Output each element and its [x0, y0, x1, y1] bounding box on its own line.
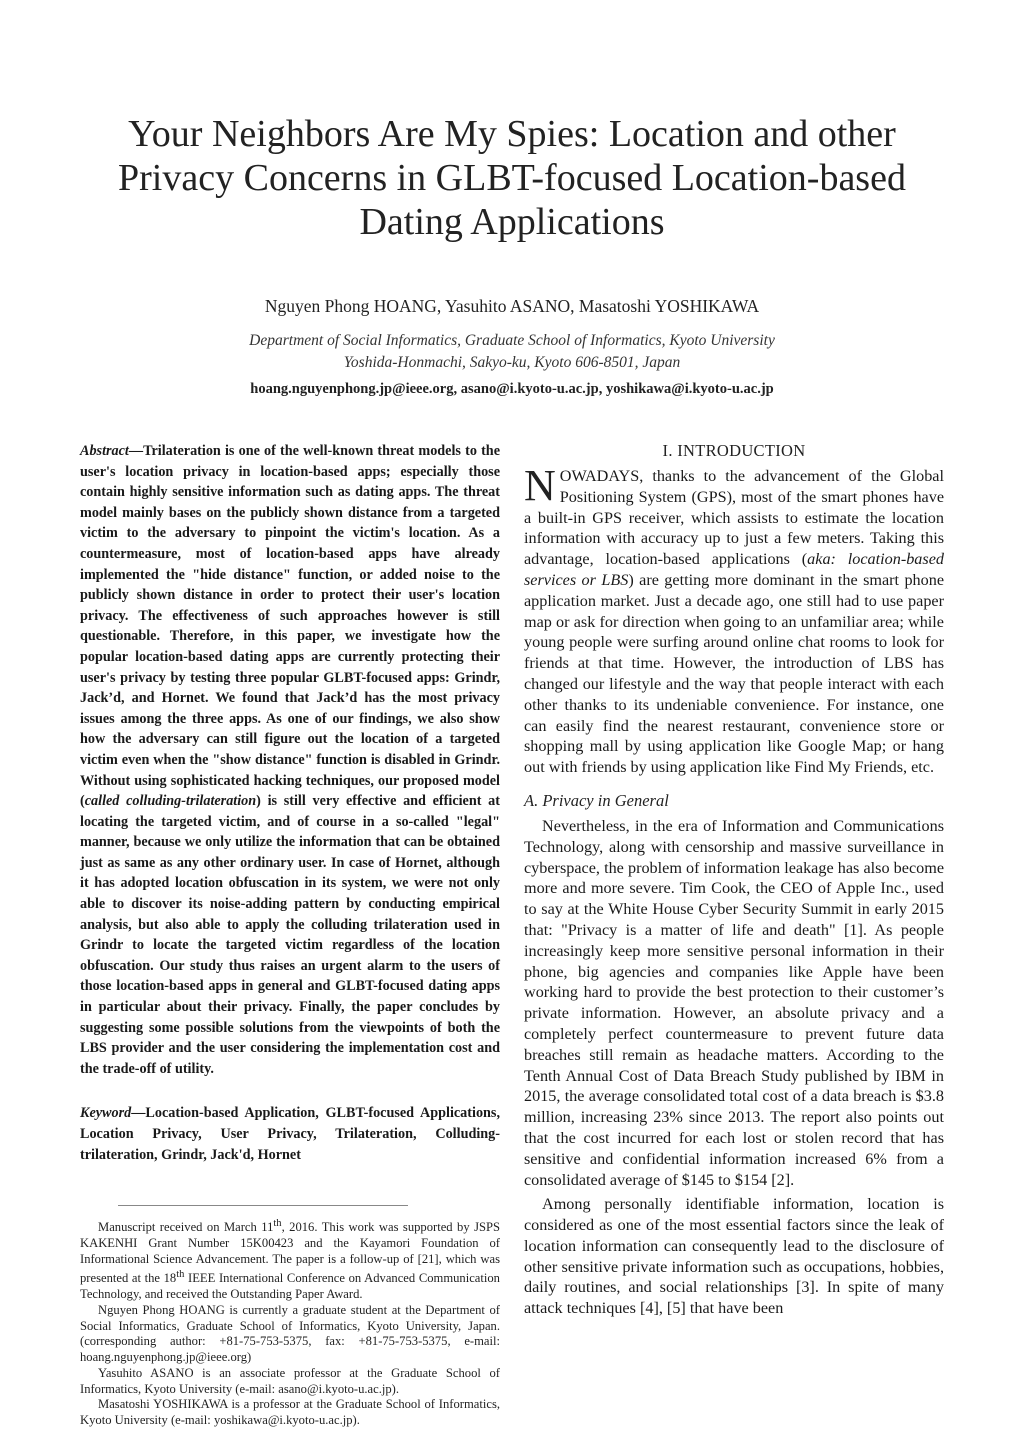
footnote-manuscript-a: Manuscript received on March 11	[98, 1220, 274, 1235]
drop-cap: N	[524, 461, 556, 510]
affiliation-address: Yoshida-Honmachi, Sakyo-ku, Kyoto 606-8501, Japan	[343, 354, 681, 371]
footnote-author-1: Nguyen Phong HOANG is currently a graduate student at the Department of Social Informatics, Graduate School of Informatics, Kyoto University, Japan. (corresponding author: +81-75-753-5375, fax: +81-75-753-5375, e-mail: hoang.nguyenphong.jp@ieee.org)	[80, 1303, 500, 1365]
footnote-author-3: Masatoshi YOSHIKAWA is a professor at the Graduate School of Informatics, Kyoto University (e-mail: yoshikawa@i.kyoto-u.ac.jp).	[80, 1397, 500, 1427]
abstract	[80, 441, 500, 1079]
affiliation	[100, 330, 924, 374]
abstract-text-part2: ) is still very effective and efficient at locating the targeted victim, and of course in a so-called "legal" manner, because we only utilize the information that can be obtained just as same as any other ordinary user. In case of Hornet, although it has adopted location obfuscation in its system, we were not only able to discover its noise-adding pattern by conducting empirical analysis, but also able to apply the colluding trilateration used in Grindr to locate the targeted victim regardless of the location obfuscation. Our study thus raises an urgent alarm to the users of those location-based apps in general and GLBT-focused dating apps in particular about their privacy. Finally, the paper concludes by suggesting some possible solutions from the viewpoints of both the LBS provider and the user considering the implementation cost and the trade-off of utility.	[80, 793, 500, 1077]
footnote-manuscript	[80, 1216, 500, 1303]
author-emails: hoang.nguyenphong.jp@ieee.org, asano@i.kyoto-u.ac.jp, yoshikawa@i.kyoto-u.ac.jp	[250, 381, 774, 397]
author-list: Nguyen Phong HOANG, Yasuhito ASANO, Masatoshi YOSHIKAWA	[264, 296, 760, 316]
abstract-text-part1: —Trilateration is one of the well-known threat models to the user's location privacy in location-based apps; especially those contain highly sensitive information such as dating apps. The threat model mainly bases on the publicly shown distance from a targeted victim to the adversary to pinpoint the victim's location. As a countermeasure, most of location-based apps have already implemented the "hide distance" function, or added noise to the publicly shown distance in order to protect their user's location privacy. The effectiveness of such approaches however is still questionable. Therefore, in this paper, we investigate how the popular location-based dating apps are currently protecting their user's privacy by testing three popular GLBT-focused apps: Grindr, Jack’d, and Hornet. We found that Jack’d has the most privacy issues among the three apps. As one of our findings, we also show how the adversary can still figure out the location of a targeted victim even when the "show distance" function is disabled in Grindr. Without using sophisticated hacking techniques, our proposed model (	[80, 443, 500, 810]
paper-title: Your Neighbors Are My Spies: Location and other Privacy Concerns in GLBT-focused Location-based Dating Applications	[118, 113, 906, 243]
intro-paragraph-3: Among personally identifiable information, location is considered as one of the most essential factors since the leak of location information can consequently lead to the disclosure of other sensitive private information such as occupations, hobbies, daily routines, and social relationships [3]. In spite of many attack techniques [4], [5] that have been	[524, 1195, 944, 1318]
section-heading-introduction: I. INTRODUCTION	[662, 441, 806, 460]
abstract-italic-term: called colluding-trilateration	[84, 793, 257, 810]
subsection-heading-privacy: A. Privacy in General	[524, 790, 669, 810]
footnote-divider	[118, 1205, 408, 1206]
keywords-text: —Location-based Application, GLBT-focused Applications, Location Privacy, User Privacy, Trilateration, Colluding-trilateration, Grindr, Jack'd, Hornet	[80, 1105, 500, 1163]
footnote-sup-1: th	[273, 1218, 282, 1230]
footnote-manuscript-b: , 2016. This work was supported by JSPS KAKENHI Grant Number 15K00423 and the Kayamori Foundation of Informational Science Advancement. The paper is a follow-up of [21], which was presented at the 18	[80, 1220, 500, 1286]
intro-p1-text-a: OWADAYS, thanks to the advancement of the Global Positioning System (GPS), most of the smart phones have a built-in GPS receiver, which assists to estimate the location information with accuracy up to just a few meters. Taking this advantage, location-based applications (	[524, 467, 944, 569]
footnote-manuscript-c: IEEE International Conference on Advanced Communication Technology, and received the Outstanding Paper Award.	[80, 1271, 500, 1302]
intro-p1-text-b: ) are getting more dominant in the smart phone application market. Just a decade ago, one still had to use paper map or ask for direction when going to an unfamiliar area; while young people were surfing around online chat rooms to look for friends at that time. However, the introduction of LBS has changed our lifestyle and the way that people interact with each other thanks to its undeniable convenience. For instance, one can easily find the nearest restaurant, convenience store or shopping mall by using application like Google Map; or hang out with friends by using application like Find My Friends, etc.	[524, 570, 945, 777]
intro-p1-italic: aka: location-based services or LBS	[524, 550, 944, 589]
right-column	[524, 441, 944, 1319]
intro-paragraph-1	[524, 461, 945, 778]
intro-paragraph-2: Nevertheless, in the era of Information and Communications Technology, along with censorship and massive surveillance in cyberspace, the problem of information leakage has also become more and more severe. Tim Cook, the CEO of Apple Inc., used to say at the White House Cyber Security Summit in early 2015 that: "Privacy is a matter of life and death" [1]. As people increasingly keep more sensitive personal information in their phone, big agencies and companies like Apple have been working hard to provide the best protection to their customer’s private information. However, an absolute privacy and a completely perfect countermeasure to prevent future data breaches still remain as headache matters. According to the Tenth Annual Cost of Data Breach Study published by IBM in 2015, the average consolidated total cost of a data breach is $3.8 million, increasing 23% since 2013. The report also points out that the cost incurred for each lost or stolen record that has sensitive and confidential information increased 6% from a consolidated average of $145 to $154 [2].	[524, 816, 944, 1189]
keywords	[80, 1103, 500, 1165]
footnotes	[80, 1216, 500, 1429]
left-column	[80, 441, 500, 1429]
keywords-label: Keyword	[80, 1105, 132, 1122]
footnote-author-2: Yasuhito ASANO is an associate professor at the Graduate School of Informatics, Kyoto University (e-mail: asano@i.kyoto-u.ac.jp).	[80, 1365, 500, 1396]
affiliation-department: Department of Social Informatics, Graduate School of Informatics, Kyoto University	[249, 332, 775, 349]
abstract-label: Abstract	[80, 443, 129, 459]
footnote-sup-2: th	[176, 1269, 185, 1281]
